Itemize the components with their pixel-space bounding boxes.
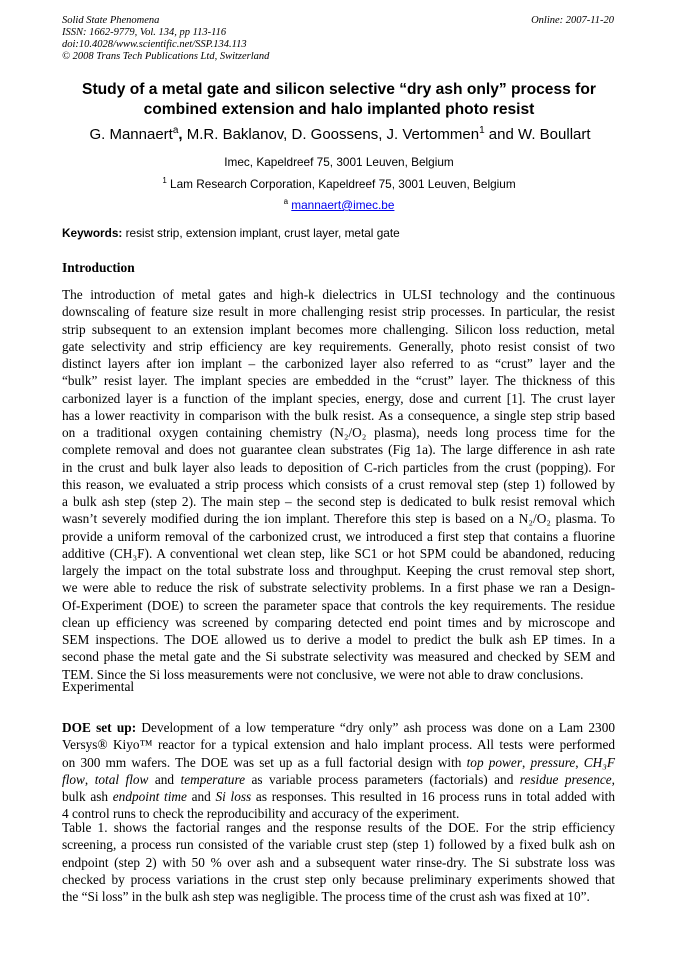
author-separator: , — [178, 126, 183, 143]
keywords-text: resist strip, extension implant, crust layer, metal gate — [122, 226, 400, 240]
text-line: endpoint (step 2) with 50 % over ash and a subsequent water rinse-dry. The Si substrate loss was — [62, 854, 615, 870]
affiliation-text: Lam Research Corporation, Kapeldreef 75, 3001 Leuven, Belgium — [166, 177, 516, 191]
text-line: additive (CH₃F). A conventional wet clean step, like SC1 or hot SPM could be abandoned, reducing — [62, 545, 615, 561]
text-line: gate selectivity and strip efficiency are key requirements. Generally, photo resist consist of two — [62, 338, 615, 354]
italic-term: total flow — [94, 771, 149, 787]
text-span: , — [575, 754, 584, 770]
introduction-heading: Introduction — [62, 260, 135, 275]
author-marker: a — [172, 125, 179, 136]
doe-paragraph — [62, 719, 615, 823]
text-line: clean up efficiency was screened by comparing detected end point times and by microscope and — [62, 614, 615, 630]
text-line: checked by process variations in the crust step only because preliminary experiments showed that — [62, 871, 615, 887]
text-line: “bulk” resist layer. The implant species are embedded in the “crust” layer. The thickness of this — [62, 373, 615, 389]
text-line: screening, a process run consisted of the variable crust step (step 1) followed by a fixed bulk ash on — [62, 837, 615, 853]
text-line: a bulk ash step (step 2). The main step – the second step is dedicated to bulk resist removal which — [62, 494, 615, 509]
italic-term: top power — [466, 754, 522, 770]
text-span: as responses. This resulted in 16 process runs in total added with — [251, 789, 615, 804]
text-line: provide a uniform removal of the carbonized crust, we introduced a first step that contains a fluorine — [62, 528, 615, 544]
text-line: downscaling of feature size result in more challenging resist strip processes. In particular, the resist — [62, 304, 615, 320]
paper-title — [62, 80, 616, 120]
text-line — [62, 754, 615, 771]
author-list — [40, 124, 640, 146]
journal-doi: doi:10.4028/www.scientific.net/SSP.134.113 — [62, 39, 247, 50]
journal-header — [62, 15, 269, 63]
text-span: and — [148, 771, 181, 787]
text-line: on a traditional oxygen containing chemistry (N₂/O₂ plasma), needs long process time for the — [62, 425, 615, 440]
text-line: the “Si loss” in the bulk ash step was negligible. The process time of the crust ash was fixed at 10”. — [62, 889, 590, 904]
text-span: and — [186, 789, 216, 804]
italic-term: Si loss — [215, 789, 252, 804]
text-line: SEM inspections. The DOE allowed us to derive a model to predict the bulk ash EP times. In a — [62, 632, 615, 647]
experimental-heading: Experimental — [62, 679, 135, 694]
text-line: Versys® Kiyo™ reactor for a typical extension and halo implant process. All tests were performed — [62, 737, 615, 753]
keywords-label: Keywords: — [62, 226, 123, 240]
text-line: carbonized layer is a function of the implant species, energy, dose and current [1]. The crust layer — [62, 390, 615, 406]
text-line — [62, 788, 615, 805]
text-span: , — [522, 754, 531, 770]
text-span: bulk ash — [62, 789, 113, 804]
author-names: M.R. Baklanov, D. Goossens, J. Vertommen — [182, 126, 480, 143]
text-line: this reason, we evaluated a strip process which consists of a crust removal step (step 1) followed by — [62, 476, 615, 492]
text-span: on 300 mm wafers. The DOE was set up as a full factorial design with — [62, 754, 467, 770]
introduction-body — [62, 286, 615, 683]
affiliation-lam — [62, 177, 616, 191]
italic-term: temperature — [180, 771, 246, 787]
journal-copyright: © 2008 Trans Tech Publications Ltd, Switzerland — [62, 51, 270, 62]
affiliation-marker: 1 — [479, 125, 485, 136]
text-span: as variable process parameters (factorials) and — [245, 771, 520, 787]
text-line — [62, 771, 615, 788]
author-name: G. Mannaert — [89, 126, 173, 143]
text-line: Table 1. shows the factorial ranges and the response results of the DOE. For the strip efficiency — [62, 820, 615, 835]
text-line: we were able to reduce the risk of substrate selectivity problems. In a first phase we ran a Design- — [62, 580, 615, 596]
table-description-paragraph — [62, 819, 615, 905]
text-line: wasn’t severely modified during the ion implant. Therefore this step is based on a N₂/O₂ plasma. To — [62, 511, 615, 527]
text-line: distinct layers after ion implant – the carbonized layer also referred to as “crust” layer and the — [62, 356, 615, 371]
online-date: Online: 2007-11-20 — [531, 15, 614, 26]
italic-term: CH₃F — [583, 754, 615, 770]
journal-issn: ISSN: 1662-9779, Vol. 134, pp 113-116 — [62, 27, 227, 38]
text-line: Of-Experiment (DOE) to screen the parameter space that controls the key requirements. The residue — [62, 597, 615, 613]
text-line: strip subsequent to an extension implant becomes more challenging. Silicon loss reduction, metal — [62, 321, 615, 337]
text-line: complete removal and does not guarantee clean substrates (Fig 1a). The large difference in ash rate — [62, 442, 615, 458]
affiliation-marker: 1 — [162, 176, 167, 185]
text-span: , — [611, 771, 615, 787]
email-link[interactable]: mannaert@imec.be — [291, 198, 395, 212]
keywords — [62, 226, 400, 240]
italic-term: residue presence — [519, 771, 612, 787]
text-line: second phase the metal gate and the Si substrate selectivity was measured and checked by SEM and — [62, 649, 615, 665]
text-line: The introduction of metal gates and high-k dielectrics in ULSI technology and the continuous — [62, 287, 615, 302]
italic-term: endpoint time — [112, 789, 187, 804]
author-names: and W. Boullart — [484, 126, 591, 143]
corresponding-email — [62, 198, 616, 212]
text-line: in the crust and bulk layer also leads to deposition of C-rich particles from the crust (popping). For — [62, 459, 615, 475]
text-line: largely the impact on the total substrate loss and throughput. Keeping the crust removal step short, — [62, 563, 615, 578]
text-span: , — [84, 771, 95, 787]
text-line: has a lower reactivity in comparison with the bulk resist. As a consequence, a single step strip based — [62, 407, 615, 423]
journal-name: Solid State Phenomena — [62, 15, 160, 26]
text-line — [62, 719, 615, 736]
title-line: Study of a metal gate and silicon selective “dry ash only” process for — [82, 81, 596, 98]
italic-term: flow — [62, 771, 85, 787]
text-line: TEM. Since the Si loss measurements were not conclusive, we were not able to draw conclusions. — [62, 666, 584, 682]
affiliation-imec: Imec, Kapeldreef 75, 3001 Leuven, Belgium — [224, 155, 454, 169]
doe-lead: DOE set up: — [62, 720, 137, 735]
text-line: 4 control runs to check the reproducibility and accuracy of the experiment. — [62, 806, 460, 822]
email-marker: a — [283, 197, 289, 206]
title-line: combined extension and halo implanted photo resist — [143, 101, 535, 118]
text-span: Development of a low temperature “dry only” ash process was done on a Lam 2300 — [136, 720, 615, 735]
italic-term: pressure — [530, 754, 576, 770]
